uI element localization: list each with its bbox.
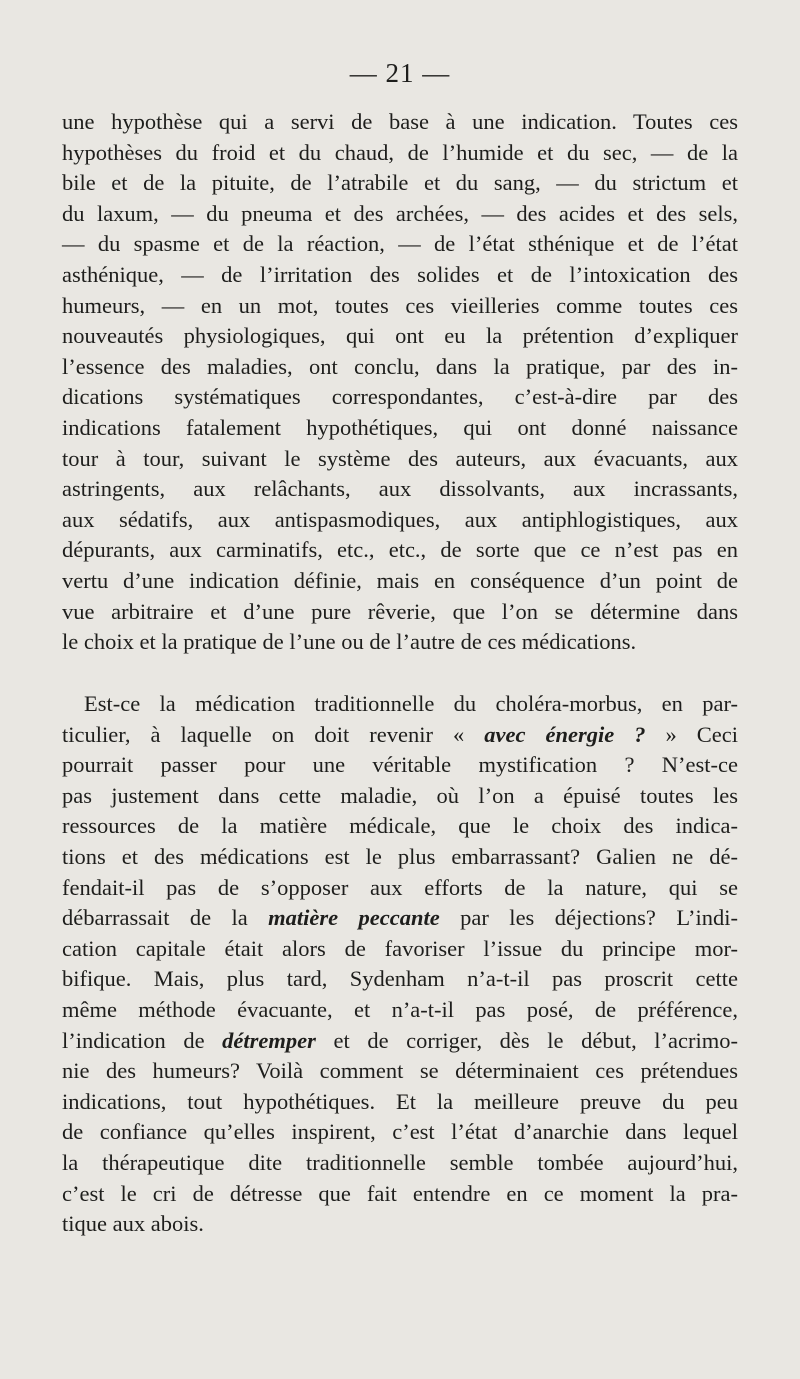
text-line: l’essence des maladies, ont conclu, dans la pratique, par des in- [62,353,738,379]
text-line: c’est le cri de détresse que fait entendre en ce moment la pra- [62,1180,738,1206]
paragraph-2 [62,689,738,1240]
text-line [62,1026,738,1057]
text-segment: » Ceci [645,721,739,747]
text-segment: l’indication de [62,1027,223,1053]
text-segment: ticulier, à laquelle on doit revenir « [62,721,485,747]
text-line: vertu d’une indication définie, mais en conséquence d’un point de [62,567,738,593]
text-line: astringents, aux relâchants, aux dissolvants, aux incrassants, [62,476,738,502]
text-line: nouveautés physiologiques, qui ont eu la prétention d’expliquer [62,323,738,349]
text-segment: et de corriger, dès le début, l’acrimo- [315,1027,738,1053]
text-line: du laxum, — du pneuma et des archées, — des acides et des sels, [62,200,738,226]
text-line [62,903,738,934]
text-line: de confiance qu’elles inspirent, c’est l’état d’anarchie dans lequel [62,1119,738,1145]
text-segment: par les déjections? L’indi- [439,905,738,931]
text-line: indications, tout hypothétiques. Et la meilleure preuve du peu [62,1088,738,1114]
text-segment: débarrassait de la [62,905,269,931]
text-line: tions et des médications est le plus embarrassant? Galien ne dé- [62,843,738,869]
text-line: vue arbitraire et d’une pure rêverie, que l’on se détermine dans [62,598,738,624]
text-line: bifique. Mais, plus tard, Sydenham n’a-t-il pas proscrit cette [62,966,738,992]
text-line: la thérapeutique dite traditionnelle semble tombée aujourd’hui, [62,1149,738,1175]
text-line: fendait-il pas de s’opposer aux efforts de la nature, qui se [62,874,738,900]
text-line: dépurants, aux carminatifs, etc., etc., de sorte que ce n’est pas en [62,537,738,563]
paragraph-1 [62,107,738,658]
text-line: même méthode évacuante, et n’a-t-il pas posé, de préférence, [62,996,738,1022]
text-line [62,689,738,720]
text-line: ressources de la matière médicale, que le choix des indica- [62,813,738,839]
text-line: tique aux abois. [62,1211,204,1237]
text-line: humeurs, — en un mot, toutes ces vieilleries comme toutes ces [62,292,738,318]
text-line: hypothèses du froid et du chaud, de l’humide et du sec, — de la [62,139,738,165]
text-segment: Est-ce la médication traditionnelle du choléra-morbus, en par- [84,691,738,716]
text-line: le choix et la pratique de l’une ou de l’autre de ces médications. [62,629,637,655]
text-line: pourrait passer pour une véritable mystification ? N’est-ce [62,752,738,778]
text-line: nie des humeurs? Voilà comment se déterminaient ces prétendues [62,1058,738,1084]
text-line: asthénique, — de l’irritation des solides et de l’intoxication des [62,261,738,287]
text-line: aux sédatifs, aux antispasmodiques, aux antiphlogistiques, aux [62,506,738,532]
italic-phrase: avec énergie ? [484,721,646,747]
text-line: tour à tour, suivant le système des auteurs, aux évacuants, aux [62,445,738,471]
italic-phrase: matière peccante [268,905,440,931]
text-line: pas justement dans cette maladie, où l’on a épuisé toutes les [62,782,738,808]
text-line: — du spasme et de la réaction, — de l’état sthénique et de l’état [62,231,738,257]
text-line: cation capitale était alors de favoriser l’issue du principe mor- [62,935,738,961]
italic-phrase: détremper [222,1027,316,1053]
text-line: dications systématiques correspondantes, c’est-à-dire par des [62,384,738,410]
text-line: bile et de la pituite, de l’atrabile et du sang, — du strictum et [62,170,738,196]
page-number: — 21 — [349,58,451,88]
text-line [62,720,738,751]
text-line: indications fatalement hypothétiques, qui ont donné naissance [62,414,738,440]
text-line: une hypothèse qui a servi de base à une indication. Toutes ces [62,109,738,134]
